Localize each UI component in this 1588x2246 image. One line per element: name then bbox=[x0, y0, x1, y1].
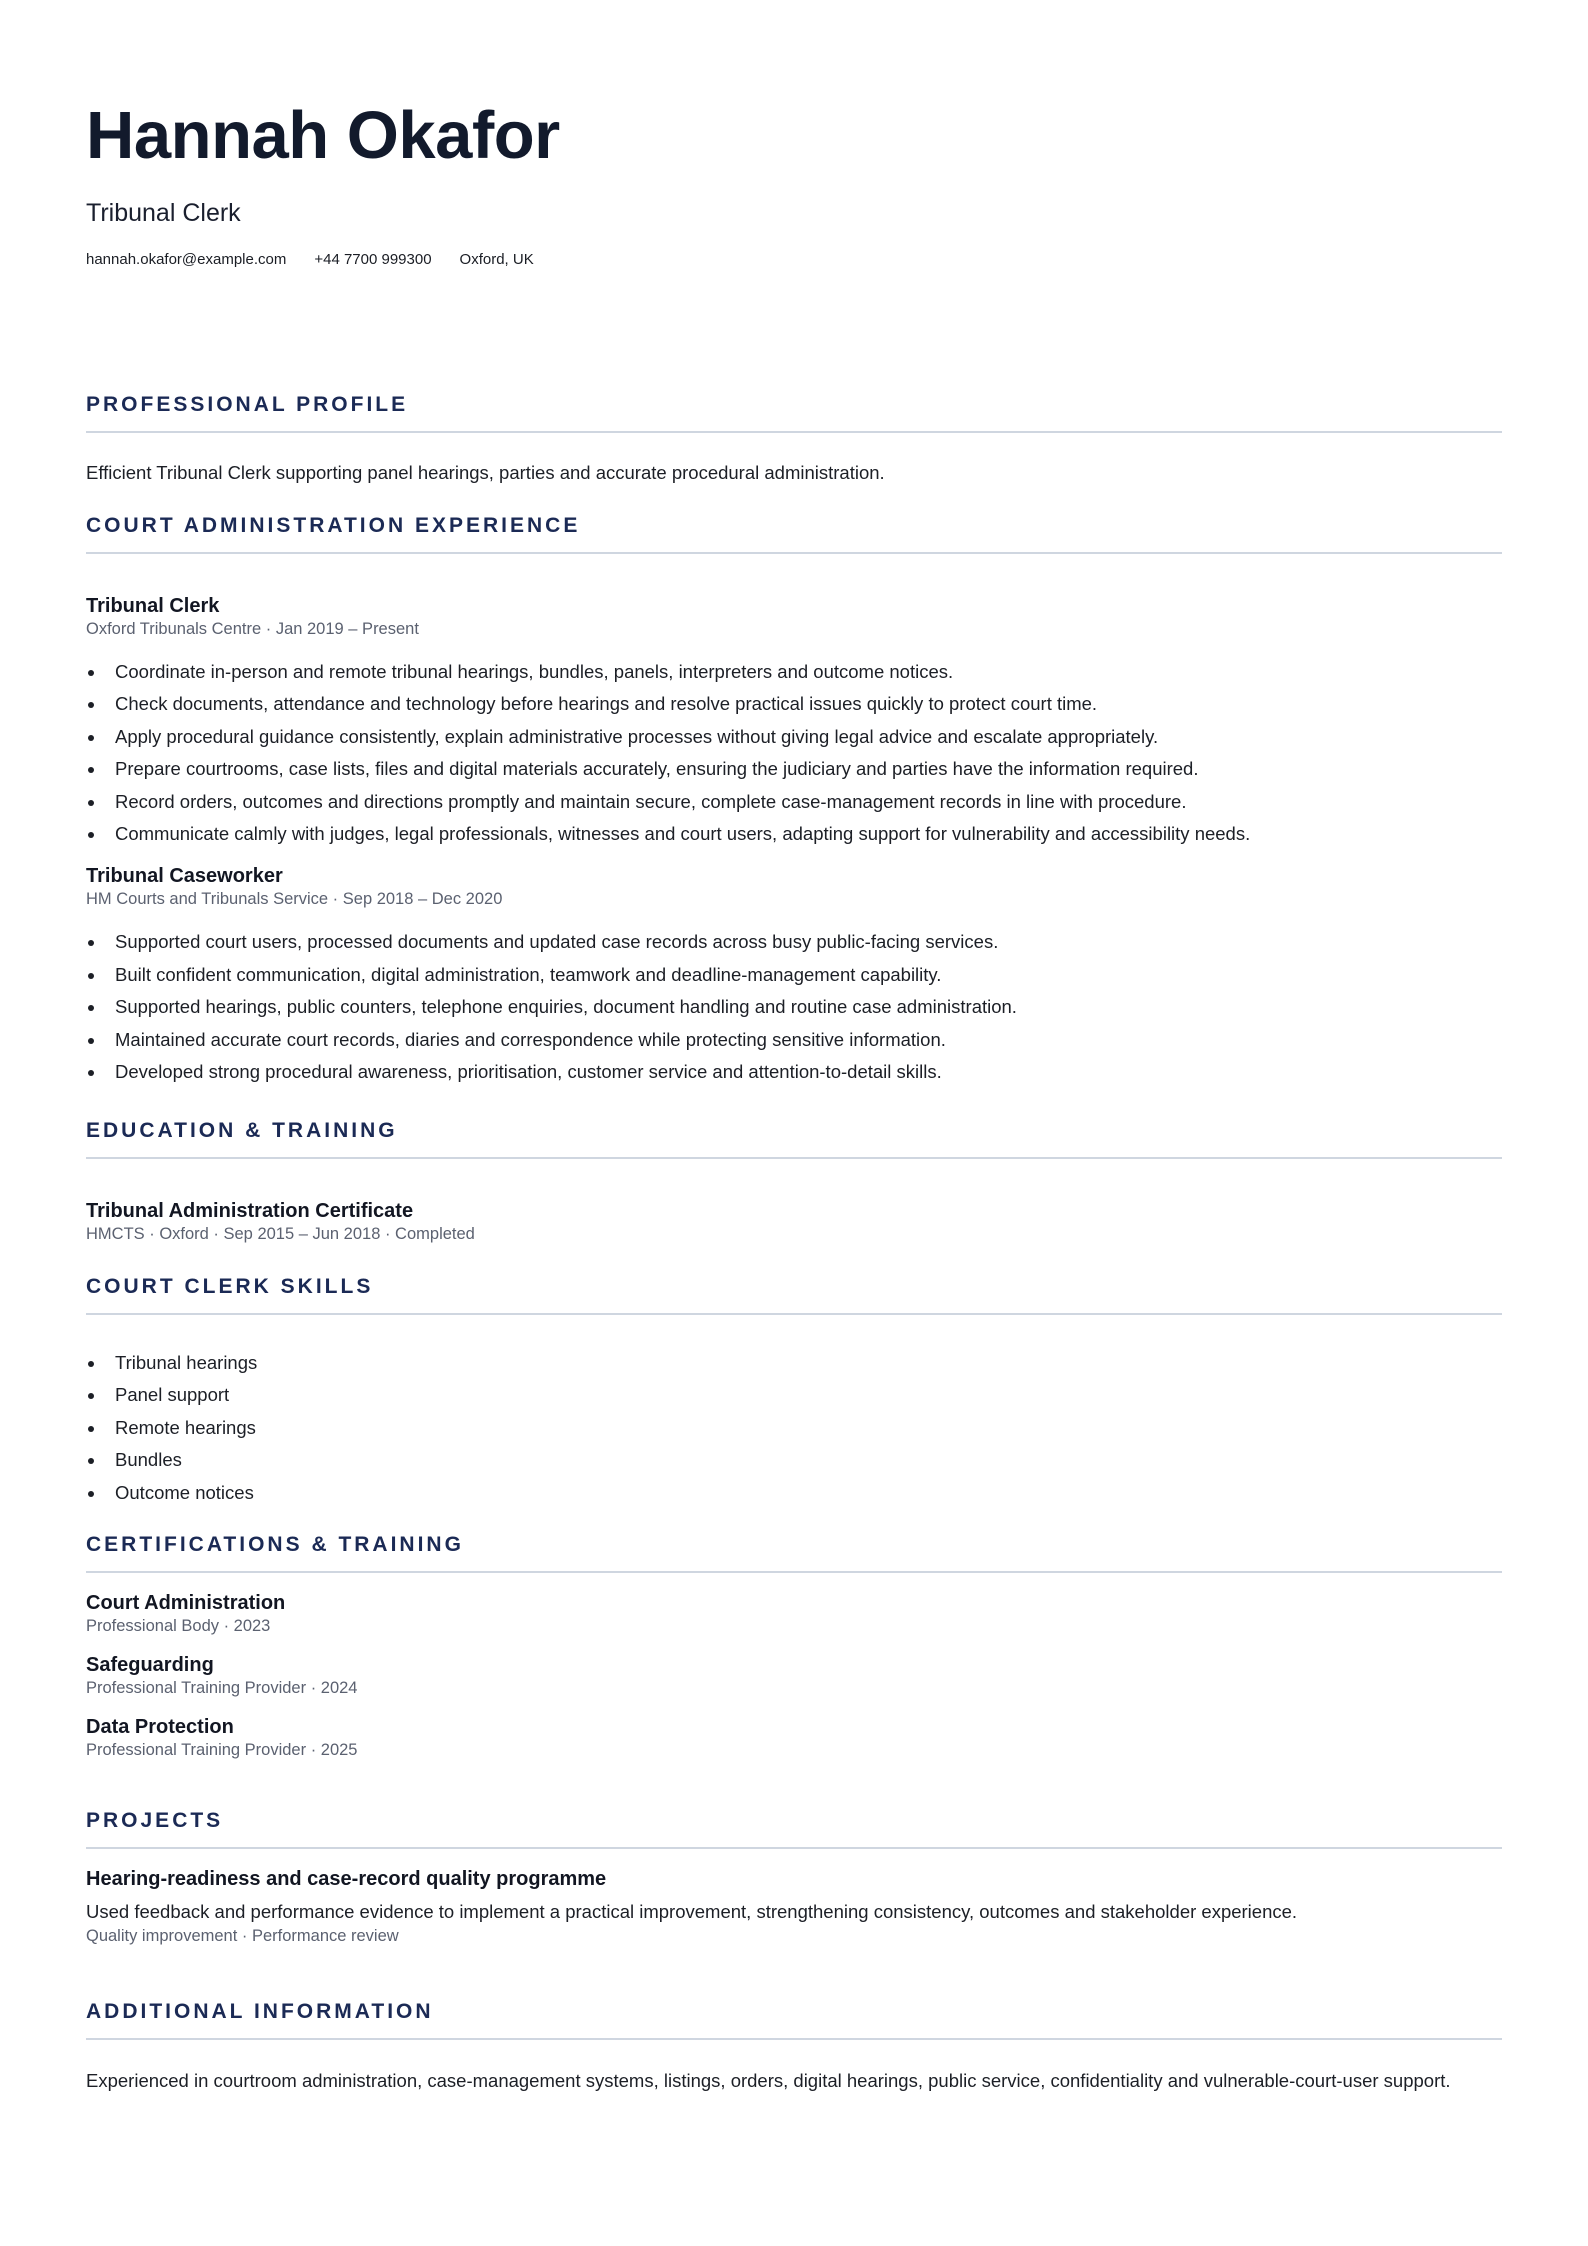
job-title: Tribunal Caseworker bbox=[86, 865, 283, 888]
job-meta: Oxford Tribunals Centre · Jan 2019 – Present bbox=[86, 620, 419, 638]
section-divider bbox=[86, 1157, 1502, 1159]
section-heading: PROJECTS bbox=[86, 1809, 224, 1832]
skill-item: Outcome notices bbox=[86, 1477, 1502, 1509]
certification-title: Court Administration bbox=[86, 1592, 286, 1614]
section-divider bbox=[86, 431, 1502, 433]
section-divider bbox=[86, 1313, 1502, 1315]
section-additional bbox=[86, 1999, 1502, 2094]
section-experience bbox=[86, 513, 1502, 1088]
certification-meta: Professional Body · 2023 bbox=[86, 1617, 271, 1635]
list-item: Supported hearings, public counters, telephone enquiries, document handling and routine case administration. bbox=[86, 991, 1502, 1023]
list-item: Check documents, attendance and technology before hearings and resolve practical issues quickly to protect court time. bbox=[86, 688, 1502, 720]
certification-meta: Professional Training Provider · 2024 bbox=[86, 1679, 358, 1697]
section-skills bbox=[86, 1274, 1502, 1509]
list-item: Built confident communication, digital administration, teamwork and deadline-management capability. bbox=[86, 959, 1502, 991]
section-education bbox=[86, 1118, 1502, 1245]
section-projects bbox=[86, 1808, 1502, 1947]
education-title: Tribunal Administration Certificate bbox=[86, 1200, 414, 1222]
job-bullets bbox=[86, 656, 1502, 850]
education-meta: HMCTS · Oxford · Sep 2015 – Jun 2018 · Completed bbox=[86, 1225, 475, 1243]
job-title: Tribunal Clerk bbox=[86, 595, 220, 617]
list-item: Record orders, outcomes and directions promptly and maintain secure, complete case-management records in line with procedure. bbox=[86, 786, 1502, 818]
skill-item: Panel support bbox=[86, 1379, 1502, 1411]
skill-item: Tribunal hearings bbox=[86, 1347, 1502, 1379]
list-item: Maintained accurate court records, diaries and correspondence while protecting sensitive information. bbox=[86, 1024, 1502, 1056]
project-description: Used feedback and performance evidence to implement a practical improvement, strengthening consistency, outcomes and stakeholder experience. bbox=[86, 1901, 1298, 1922]
additional-text: Experienced in courtroom administration, case-management systems, listings, orders, digital hearings, public service, confidentiality and vulnerable-court-user support. bbox=[86, 2070, 1451, 2091]
certification-title: Safeguarding bbox=[86, 1654, 214, 1676]
list-item: Coordinate in-person and remote tribunal hearings, bundles, panels, interpreters and outcome notices. bbox=[86, 656, 1502, 688]
contact-line bbox=[86, 250, 1502, 270]
resume-header bbox=[86, 96, 1502, 270]
section-certifications bbox=[86, 1532, 1502, 1761]
skill-item: Remote hearings bbox=[86, 1412, 1502, 1444]
section-heading: ADDITIONAL INFORMATION bbox=[86, 2000, 434, 2023]
list-item: Apply procedural guidance consistently, explain administrative processes without giving legal advice and escalate appropriately. bbox=[86, 721, 1502, 753]
certification-meta: Professional Training Provider · 2025 bbox=[86, 1741, 358, 1759]
candidate-title: Tribunal Clerk bbox=[86, 199, 241, 227]
section-heading: CERTIFICATIONS & TRAINING bbox=[86, 1533, 464, 1556]
job-bullets bbox=[86, 926, 1502, 1088]
section-heading: EDUCATION & TRAINING bbox=[86, 1119, 398, 1142]
certification-entry bbox=[86, 1715, 1502, 1761]
list-item: Developed strong procedural awareness, prioritisation, customer service and attention-to-detail skills. bbox=[86, 1056, 1502, 1088]
contact-email[interactable]: hannah.okafor@example.com bbox=[86, 251, 287, 268]
section-profile bbox=[86, 392, 1502, 486]
education-entry bbox=[86, 1199, 1502, 1245]
project-title: Hearing-readiness and case-record quality programme bbox=[86, 1868, 607, 1890]
skills-list bbox=[86, 1347, 1502, 1509]
section-divider bbox=[86, 1847, 1502, 1849]
candidate-name: Hannah Okafor bbox=[86, 98, 560, 173]
section-divider bbox=[86, 1571, 1502, 1573]
experience-entry bbox=[86, 594, 1502, 850]
profile-summary: Efficient Tribunal Clerk supporting panel hearings, parties and accurate procedural administration. bbox=[86, 462, 885, 483]
project-entry bbox=[86, 1867, 1502, 1947]
list-item: Prepare courtrooms, case lists, files and digital materials accurately, ensuring the judiciary and parties have the information required. bbox=[86, 753, 1502, 785]
job-meta: HM Courts and Tribunals Service · Sep 2018 – Dec 2020 bbox=[86, 890, 503, 909]
contact-location: Oxford, UK bbox=[459, 251, 534, 268]
certification-entry bbox=[86, 1653, 1502, 1699]
section-divider bbox=[86, 552, 1502, 554]
section-heading: PROFESSIONAL PROFILE bbox=[86, 393, 409, 416]
section-heading: COURT ADMINISTRATION EXPERIENCE bbox=[86, 514, 581, 537]
project-tags: Quality improvement · Performance review bbox=[86, 1927, 399, 1945]
list-item: Communicate calmly with judges, legal professionals, witnesses and court users, adapting support for vulnerability and accessibility needs. bbox=[86, 818, 1502, 850]
certification-entry bbox=[86, 1591, 1502, 1637]
section-heading: COURT CLERK SKILLS bbox=[86, 1275, 374, 1298]
skill-item: Bundles bbox=[86, 1444, 1502, 1476]
list-item: Supported court users, processed documents and updated case records across busy public-facing services. bbox=[86, 926, 1502, 958]
certification-title: Data Protection bbox=[86, 1716, 234, 1738]
experience-entry bbox=[86, 864, 1502, 1088]
section-divider bbox=[86, 2038, 1502, 2040]
contact-phone[interactable]: +44 7700 999300 bbox=[314, 251, 432, 268]
